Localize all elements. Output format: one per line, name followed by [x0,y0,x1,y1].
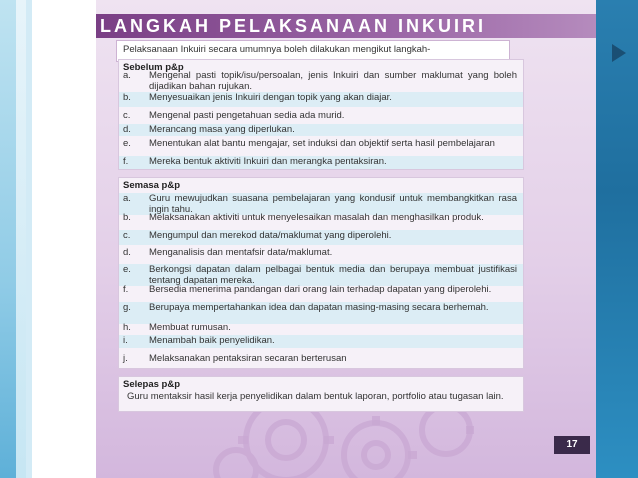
item-text: Mengumpul dan merekod data/maklumat yang diperolehi. [149,230,392,241]
list-item [119,156,523,169]
item-text: Melaksanakan pentaksiran secaran berterusan [149,353,347,364]
right-decor-band [594,0,638,478]
section-heading: Selepas p&p [123,379,181,390]
list-item [119,230,523,245]
item-letter: a. [123,70,131,81]
list-item [119,302,523,324]
item-letter: c. [123,110,131,121]
left-decor-stripe-light [16,0,26,478]
section-heading: Semasa p&p [123,180,181,191]
list-item [119,124,523,136]
item-letter: f. [123,156,129,167]
title-bar [96,14,596,38]
item-letter: e. [123,264,131,275]
item-letter: i. [123,335,128,346]
item-text: Melaksanakan aktiviti untuk menyelesaikan masalah dan menghasilkan produk. [149,212,484,223]
list-item [119,110,523,125]
item-text: Merancang masa yang diperlukan. [149,124,295,135]
item-text: Berkongsi dapatan dalam pelbagai bentuk media dan berupaya membuat justifikasi tentang dapatan mereka. [149,264,517,286]
section-after-pnp [118,376,524,412]
item-text: Menyesuaikan jenis Inkuiri dengan topik yang akan diajar. [149,92,392,103]
item-letter: a. [123,193,131,204]
list-item [119,264,523,286]
list-item [119,247,523,262]
item-text: Mereka bentuk aktiviti Inkuiri dan merangka pentaksiran. [149,156,387,167]
list-item [119,322,523,335]
list-item [119,335,523,348]
item-text: Mengenal pasti topik/isu/persoalan, jenis Inkuiri dan sumber maklumat yang boleh dijadikan bahan rujukan. [149,70,517,92]
item-text: Menentukan alat bantu mengajar, set induksi dan objektif serta hasil pembelajaran [149,138,495,149]
item-text: Berupaya mempertahankan idea dan dapatan masing-masing secara berhemah. [149,302,489,313]
item-letter: b. [123,92,131,103]
play-arrow-icon [612,44,626,62]
item-letter: e. [123,138,131,149]
section-heading: Sebelum p&p [123,62,184,73]
item-letter: h. [123,322,131,333]
item-text: Membuat rumusan. [149,322,231,333]
item-letter: g. [123,302,131,313]
list-item [119,92,523,107]
section-text: Guru mentaksir hasil kerja penyelidikan dalam bentuk laporan, portfolio atau tugasan lain. [127,391,504,402]
item-text: Guru mewujudkan suasana pembelajaran yang kondusif untuk membangkitkan rasa ingin tahu. [149,193,517,215]
item-letter: c. [123,230,131,241]
document-page [96,0,596,478]
page-number: 17 [554,436,590,454]
item-letter: d. [123,124,131,135]
intro-text: Pelaksanaan Inkuiri secara umumnya boleh dilakukan mengikut langkah- [123,44,431,55]
section-before-pnp [118,59,524,170]
page-title: LANGKAH PELAKSANAAN INKUIRI [100,16,486,36]
item-text: Menganalisis dan mentafsir data/maklumat. [149,247,333,258]
item-text: Menambah baik penyelidikan. [149,335,275,346]
item-text: Mengenal pasti pengetahuan sedia ada murid. [149,110,345,121]
left-decor-stripe [0,0,16,478]
item-letter: b. [123,212,131,223]
item-letter: d. [123,247,131,258]
list-item [119,70,523,92]
item-letter: f. [123,284,129,295]
item-text: Bersedia menerima pandangan dari orang lain terhadap dapatan yang diperolehi. [149,284,492,295]
left-decor-stripe-thin [26,0,32,478]
list-item [119,353,523,366]
section-during-pnp [118,177,524,369]
item-letter: j. [123,353,128,364]
